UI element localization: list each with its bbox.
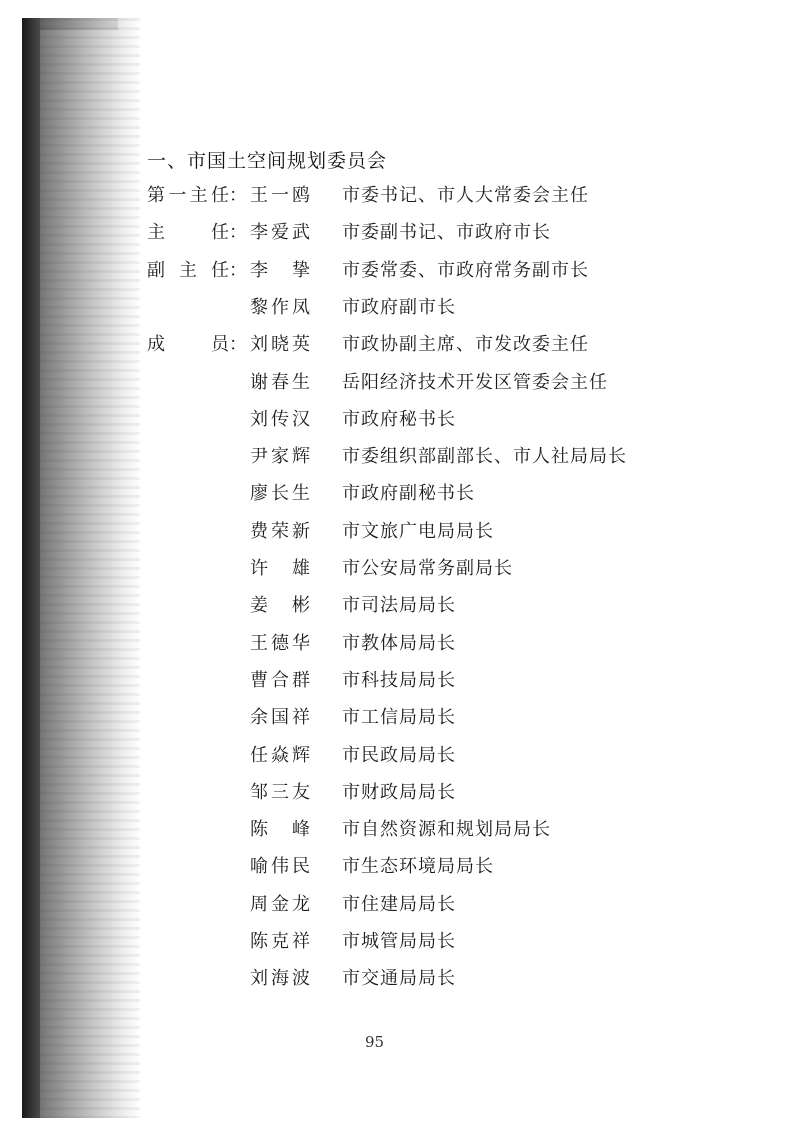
role-colon: ： <box>229 260 247 281</box>
member-role <box>147 218 247 244</box>
member-position: 市委常委、市政府常务副市长 <box>342 260 589 281</box>
member-name: 李 挚 <box>250 260 310 281</box>
member-position: 市城管局局长 <box>342 931 456 952</box>
member-position: 市自然资源和规划局局长 <box>342 819 551 840</box>
member-name: 尹 家 辉 <box>250 446 310 467</box>
member-name: 黎 作 凤 <box>250 297 310 318</box>
member-position: 市交通局局长 <box>342 968 456 989</box>
member-position: 市工信局局长 <box>342 707 456 728</box>
member-name: 刘 传 汉 <box>250 409 310 430</box>
member-name: 廖 长 生 <box>250 483 310 504</box>
member-role-label: 副 主 任 <box>147 260 229 281</box>
member-position: 市司法局局长 <box>342 595 456 616</box>
member-position: 岳阳经济技术开发区管委会主任 <box>342 372 608 393</box>
member-position: 市政府副秘书长 <box>342 483 475 504</box>
member-name: 姜 彬 <box>250 595 310 616</box>
member-name: 刘 海 波 <box>250 968 310 989</box>
member-name: 王 德 华 <box>250 633 310 654</box>
member-role <box>147 256 247 282</box>
member-name: 任 焱 辉 <box>250 745 310 766</box>
member-position: 市委书记、市人大常委会主任 <box>342 185 589 206</box>
member-name: 费 荣 新 <box>250 521 310 542</box>
member-position: 市委组织部副部长、市人社局局长 <box>342 446 627 467</box>
member-name: 谢 春 生 <box>250 372 310 393</box>
member-role <box>147 181 247 207</box>
member-name: 陈 克 祥 <box>250 931 310 952</box>
member-name: 刘 晓 英 <box>250 334 310 355</box>
member-name: 邹 三 友 <box>250 782 310 803</box>
member-role-label: 成 员 <box>147 334 229 355</box>
member-name: 喻 伟 民 <box>250 856 310 877</box>
member-name: 周 金 龙 <box>250 894 310 915</box>
member-name: 王 一 鸥 <box>250 185 310 206</box>
member-position: 市文旅广电局局长 <box>342 521 494 542</box>
member-position: 市政协副主席、市发改委主任 <box>342 334 589 355</box>
member-role-label: 第 一 主 任 <box>147 185 229 206</box>
page-number: 95 <box>365 1033 385 1051</box>
member-name: 李 爱 武 <box>250 222 310 243</box>
member-name: 许 雄 <box>250 558 310 579</box>
member-position: 市教体局局长 <box>342 633 456 654</box>
member-name: 陈 峰 <box>250 819 310 840</box>
section-title: 一、市国土空间规划委员会 <box>147 150 388 172</box>
member-position: 市委副书记、市政府市长 <box>342 222 551 243</box>
role-colon: ： <box>229 222 247 243</box>
role-colon: ： <box>229 185 247 206</box>
member-role-label: 主 任 <box>147 222 229 243</box>
member-name: 曹 合 群 <box>250 670 310 691</box>
member-position: 市财政局局长 <box>342 782 456 803</box>
member-position: 市公安局常务副局长 <box>342 558 513 579</box>
member-position: 市民政局局长 <box>342 745 456 766</box>
member-position: 市科技局局长 <box>342 670 456 691</box>
member-position: 市政府副市长 <box>342 297 456 318</box>
role-colon: ： <box>229 334 247 355</box>
member-name: 余 国 祥 <box>250 707 310 728</box>
member-position: 市生态环境局局长 <box>342 856 494 877</box>
member-role <box>147 330 247 356</box>
member-position: 市政府秘书长 <box>342 409 456 430</box>
member-position: 市住建局局长 <box>342 894 456 915</box>
